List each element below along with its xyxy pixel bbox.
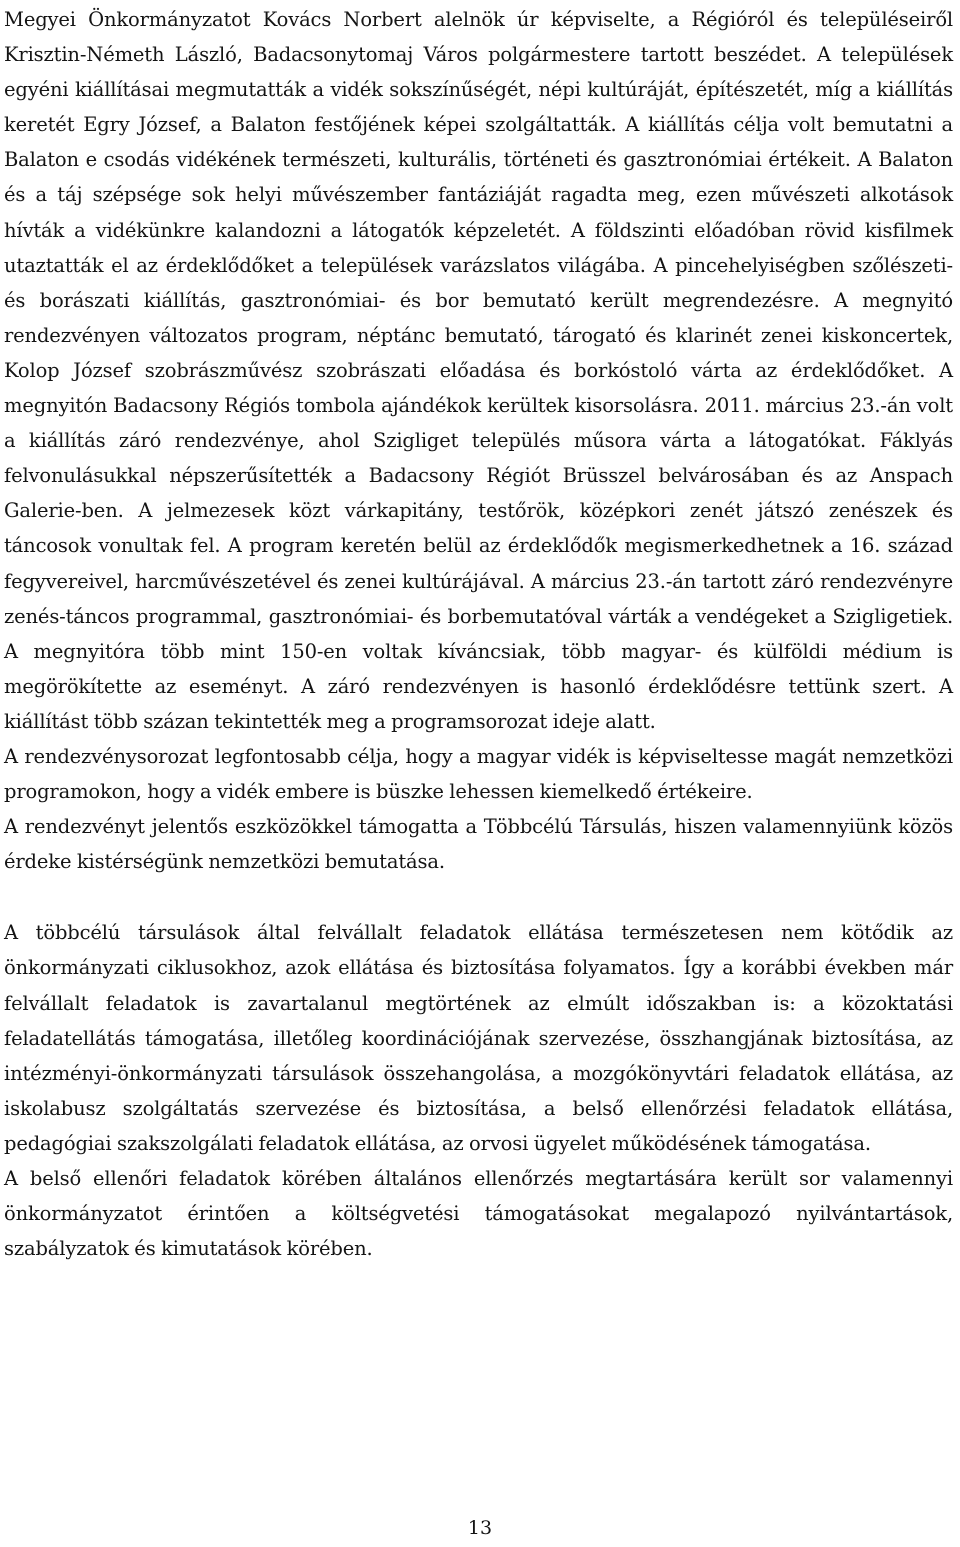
- body-text: [4, 2, 953, 1266]
- paragraph-exhibition: Megyei Önkormányzatot Kovács Norbert alelnök úr képviselte, a Régióról és településeiről Krisztin-Németh László, Badacsonytomaj Város polgármestere tartott beszédet. A települések egyéni kiállításai megmutatták a vidék sokszínűségét, népi kultúráját, építészetét, míg a kiállítás keretét Egry József, a Balaton festőjének képei szolgáltatták. A kiállítás célja volt bemutatni a Balaton e csodás vidékének természeti, kulturális, történeti és gasztronómiai értékeit. A Balaton és a táj szépsége sok helyi művészember fantáziáját ragadta meg, ezen művészeti alkotások hívták a vidékünkre kalandozni a látogatók képzeletét. A földszinti előadóban rövid kisfilmek utaztatták el az érdeklődőket a települések varázslatos világába. A pincehelyiségben szőlészeti- és borászati kiállítás, gasztronómiai- és bor bemutató került megrendezésre. A megnyitó rendezvényen változatos program, néptánc bemutató, tárogató és klarinét zenei kiskoncertek, Kolop József szobrászművész szobrászati előadása és borkóstoló várta az érdeklődőket. A megnyitón Badacsony Régiós tombola ajándékok kerültek kisorsolásra. 2011. március 23.-án volt a kiállítás záró rendezvénye, ahol Szigliget település műsora várta a látogatókat. Fáklyás felvonulásukkal népszerűsítették a Badacsony Régiót Brüsszel belvárosában és az Anspach Galerie-ben. A jelmezesek közt várkapitány, testőrök, középkori zenét játszó zenészek és táncosok vonultak fel. A program keretén belül az érdeklődők megismerkedhetnek a 16. század fegyvereivel, harcművészetével és zenei kultúrájával. A március 23.-án tartott záró rendezvényre zenés-táncos programmal, gasztronómiai- és borbemutatóval várták a vendégeket a Szigligetiek. A megnyitóra több mint 150-en voltak kíváncsiak, több magyar- és külföldi médium is megörökítette az eseményt. A záró rendezvényen is hasonló érdeklődésre tettünk szert. A kiállítást több százan tekintették meg a programsorozat ideje alatt.: [4, 8, 953, 733]
- paragraph-tasks: A többcélú társulások által felvállalt feladatok ellátása természetesen nem kötődik az önkormányzati ciklusokhoz, azok ellátása és biztosítása folyamatos. Így a korábbi években már felvállalt feladatok is zavartalanul megtörtének az elmúlt időszakban is: a közoktatási feladatellátás támogatása, illetőleg koordinációjának szervezése, összhangjának biztosítása, az intézményi-önkormányzati társulások összehangolása, a mozgókönyvtári feladatok ellátása, az iskolabusz szolgáltatás szervezése és biztosítása, a belső ellenőrzési feladatok ellátása, pedagógiai szakszolgálati feladatok ellátása, az orvosi ügyelet működésének támogatása.: [4, 921, 953, 1155]
- paragraph-support: A rendezvényt jelentős eszközökkel támogatta a Többcélú Társulás, hiszen valamennyiünk közös érdeke kistérségünk nemzetközi bemutatása.: [4, 815, 953, 874]
- paragraph-series-goal: A rendezvénysorozat legfontosabb célja, hogy a magyar vidék is képviseltesse magát nemzetközi programokon, hogy a vidék embere is büszke lehessen kiemelkedő értékeire.: [4, 744, 953, 804]
- page-number: 13: [467, 1517, 493, 1539]
- paragraph-internal-audit: A belső ellenőri feladatok körében általános ellenőrzés megtartására került sor valamennyi önkormányzatot érintően a költségvetési támogatásokat megalapozó nyilvántartások, szabályzatok és kimutatások körében.: [4, 1167, 953, 1261]
